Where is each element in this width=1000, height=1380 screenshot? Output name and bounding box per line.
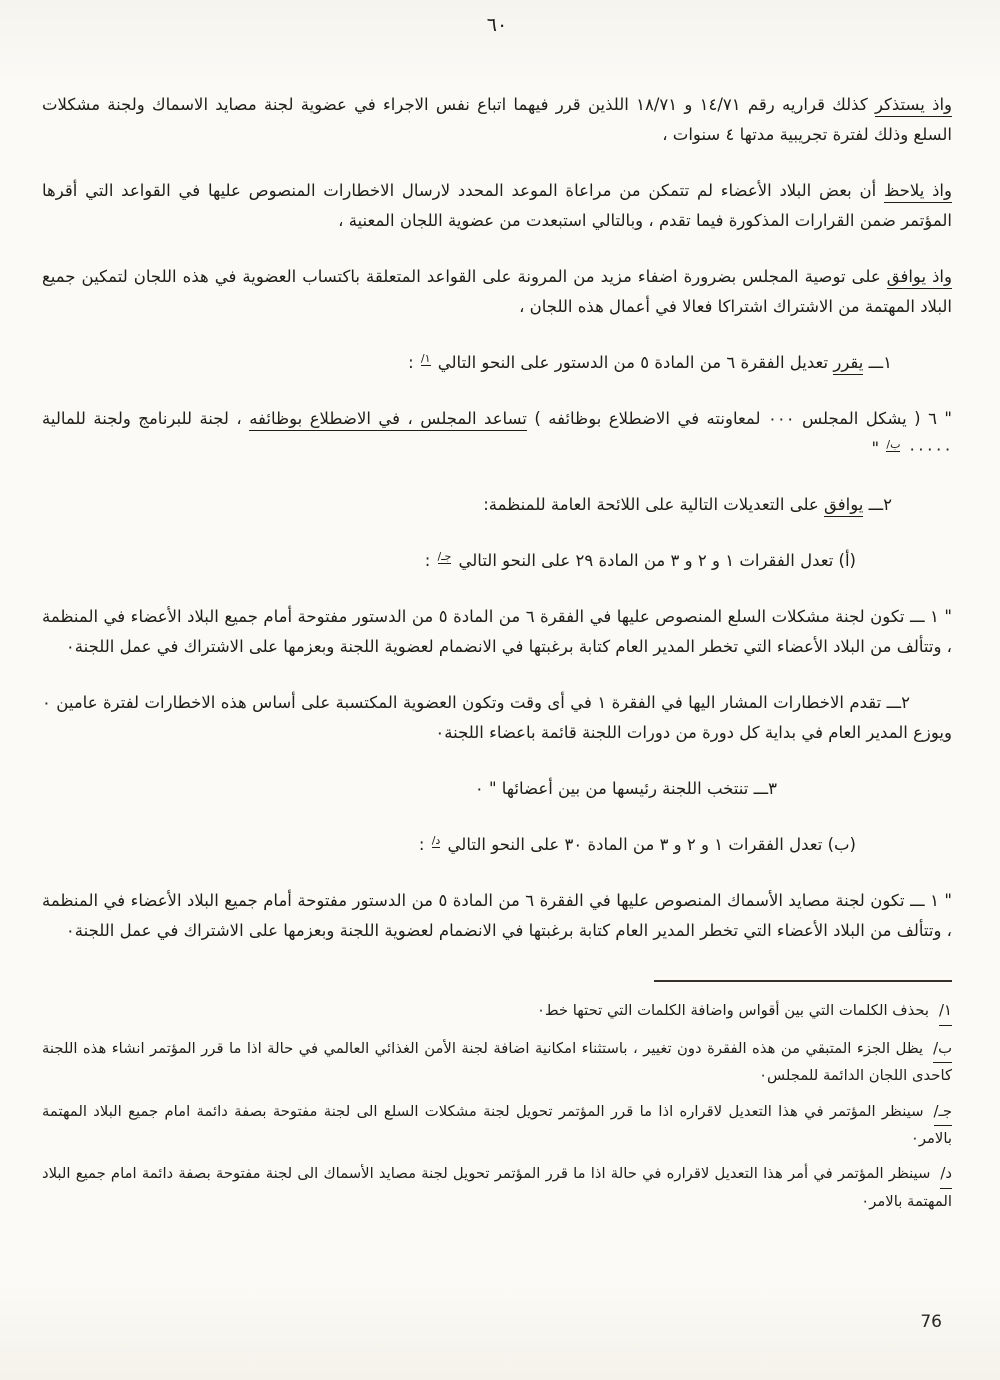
footnote-1: [42, 998, 952, 1025]
footnote-2-text: يظل الجزء المتبقي من هذه الفقرة دون تغيير ، باستثناء امكانية اضافة لجنة الأمن الغذائي العالمي في حالة اذا ما قرر المؤتمر انشاء هذه اللجنة كاحدى اللجان الدائمة للمجلس٠: [42, 1039, 952, 1085]
text-run: تعديل الفقرة ٦ من المادة ٥ من الدستور على النحو التالي: [432, 353, 834, 373]
rule-29-paragraph-3: [42, 774, 952, 804]
footnote-4-marker: د/: [940, 1161, 952, 1188]
text-run: ٣ـــ تنتخب اللجنة رئيسها من بين أعضائها " ٠: [474, 779, 777, 799]
rule-30-paragraph-1: [42, 886, 952, 946]
preamble-noting: [42, 176, 952, 236]
underline-emphasis: واذ يوافق: [887, 267, 952, 289]
footnote-1-marker: ١/: [939, 998, 952, 1025]
rule-29-paragraph-2: [42, 688, 952, 748]
underline-emphasis: واذ يستذكر: [875, 95, 952, 117]
underline-emphasis: يوافق: [824, 495, 863, 517]
operative-clause-2: [42, 490, 952, 520]
rule-29-paragraph-1: [42, 602, 952, 662]
text-run: ٢ـــ: [863, 495, 892, 515]
footnote-2-marker: ب/: [933, 1036, 952, 1063]
footnote-reference: د/: [431, 834, 441, 848]
text-run: (أ) تعدل الفقرات ١ و ٢ و ٣ من المادة ٢٩ على النحو التالي: [453, 551, 856, 571]
page-header: [42, 14, 952, 36]
underline-emphasis: واذ يلاحظ: [884, 181, 952, 203]
constitution-article-quote: [42, 404, 952, 464]
footnotes-section: [42, 998, 952, 1214]
footnote-3-marker: جـ/: [934, 1099, 952, 1126]
text-run: أن بعض البلاد الأعضاء لم تتمكن من مراعاة الموعد المحدد لارسال الاخطارات المنصوص عليها في القواعد التي أقرها المؤتمر ضمن القرارات المذكورة فيما تقدم ، وبالتالي استبعدت من عضوية اللجان المعنية ،: [42, 181, 952, 231]
text-run: " ٦ ( يشكل المجلس ٠٠٠ لمعاونته في الاضطلاع بوظائفه ): [526, 409, 952, 429]
amendment-a-heading: [42, 546, 952, 576]
document-body: [42, 90, 952, 946]
preamble-agreeing: [42, 262, 952, 322]
footnote-3: [42, 1099, 952, 1152]
operative-clause-1: [42, 348, 952, 378]
text-run: " ١ ـــ تكون لجنة مشكلات السلع المنصوص عليها في الفقرة ٦ من المادة ٥ من الدستور مفتوحة أمام جميع البلاد الأعضاء في المنظمة ، وتتألف من البلاد الأعضاء التي تخطر المدير العام كتابة برغبتها في الانضمام لعضوية اللجنة وبعزمها على الاشتراك في عمل اللجنة٠: [42, 607, 952, 657]
text-run: :: [418, 835, 430, 855]
text-run: :: [408, 353, 419, 373]
text-run: على توصية المجلس بضرورة اضفاء مزيد من المرونة على القواعد المتعلقة باكتساب العضوية في هذه اللجان لتمكين جميع البلاد المهتمة من الاشتراك اشتراكا فعالا في أعمال هذه اللجان ،: [42, 267, 952, 317]
footnote-reference: جـ/: [437, 550, 452, 564]
amendment-b-heading: [42, 830, 952, 860]
footnote-reference: ١/: [420, 352, 431, 366]
footnote-reference: ب/: [886, 438, 901, 452]
text-run: (ب) تعدل الفقرات ١ و ٢ و ٣ من المادة ٣٠ على النحو التالي: [442, 835, 856, 855]
page-number-top: ٦٠: [486, 14, 508, 36]
underline-emphasis: يقرر: [833, 353, 863, 375]
text-run: ١ـــ: [863, 353, 892, 373]
footnote-separator: [654, 980, 952, 982]
text-run: على التعديلات التالية على اللائحة العامة للمنظمة:: [483, 495, 825, 515]
underline-emphasis: تساعد المجلس ، في الاضطلاع بوظائفه: [249, 409, 527, 431]
page-number-bottom: 76: [920, 1312, 942, 1332]
text-run: :: [424, 551, 436, 571]
text-run: كذلك قراريه رقم ١٤/٧١ و ١٨/٧١ اللذين قرر فيهما اتباع نفس الاجراء في عضوية لجنة مصايد الاسماك ولجنة مشكلات السلع وذلك لفترة تجريبية مدتها ٤ سنوات ،: [42, 95, 952, 145]
footnote-2: [42, 1036, 952, 1089]
preamble-recalling: [42, 90, 952, 150]
text-run: " ١ ـــ تكون لجنة مصايد الأسماك المنصوص عليها في الفقرة ٦ من المادة ٥ من الدستور مفتوحة أمام جميع البلاد الأعضاء في المنظمة ، وتتألف من البلاد الأعضاء التي تخطر المدير العام كتابة برغبتها في الانضمام لعضوية اللجنة وبعزمها على الاشتراك في عمل اللجنة٠: [42, 891, 952, 941]
text-run: ٢ـــ تقدم الاخطارات المشار اليها في الفقرة ١ في أى وقت وتكون العضوية المكتسبة على أساس هذه الاخطارات لفترة عامين ٠ ويوزع المدير العام في بداية كل دورة من دورات اللجنة قائمة باعضاء اللجنة٠: [42, 693, 952, 743]
footnote-3-text: سينظر المؤتمر في هذا التعديل لاقراره اذا ما قرر المؤتمر تحويل لجنة مشكلات السلع الى لجنة مفتوحة بصفة دائمة امام جميع البلاد المهتمة بالامر٠: [42, 1102, 952, 1148]
text-run: ": [871, 439, 885, 459]
footnote-4-text: سينظر المؤتمر في أمر هذا التعديل لاقراره في حالة اذا ما قرر المؤتمر تحويل لجنة مصايد الأسماك الى لجنة مفتوحة بصفة دائمة امام جميع البلاد المهتمة بالامر٠: [42, 1165, 952, 1210]
footnote-4: [42, 1161, 952, 1214]
text-run: ، لجنة للبرنامج ولجنة للمالية ٠٠٠٠٠: [42, 409, 952, 459]
footnote-1-text: بحذف الكلمات التي بين أقواس واضافة الكلمات التي تحتها خط٠: [536, 1002, 930, 1020]
